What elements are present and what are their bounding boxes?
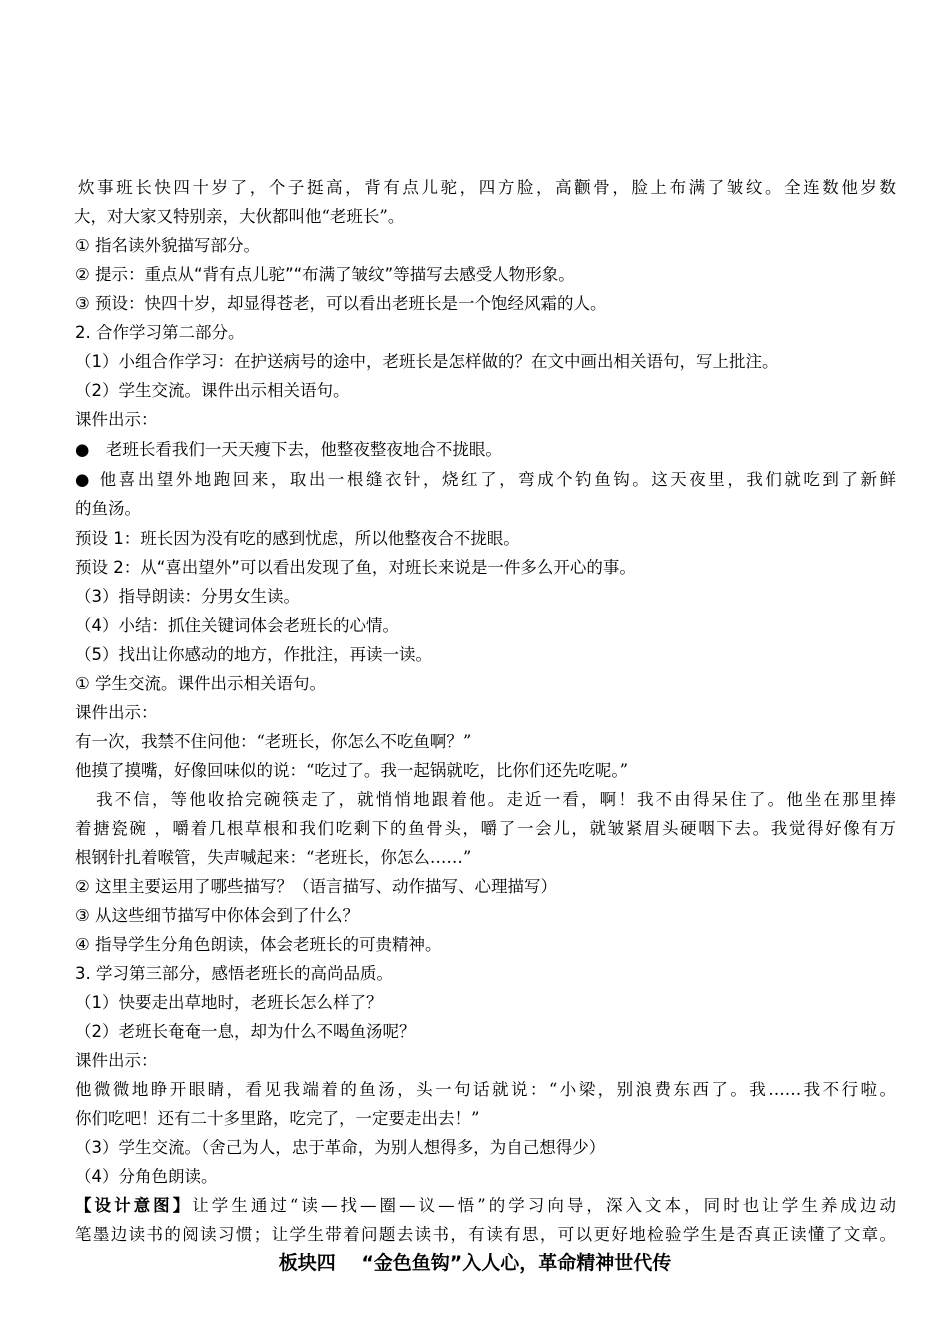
paragraph-line: ① 指名读外貌描写部分。 [75,236,261,255]
paragraph-line: 课件出示： [75,1051,158,1070]
paragraph-line: （1）快要走出草地时，老班长怎么样了？ [75,993,383,1012]
quote-line: 我不信，等他收拾完碗筷走了，就悄悄地跟着他。走近一看，啊！我不由得呆住了。他坐在那里捧 [96,790,896,809]
paragraph-line: （1）小组合作学习：在护送病号的途中，老班长是怎样做的？在文中画出相关语句，写上批注。 [75,352,779,371]
bullet-line: ● 他喜出望外地跑回来，取出一根缝衣针，烧红了，弯成个钓鱼钩。这天夜里，我们就吃到了新鲜 [75,470,896,489]
design-intent-text: 让学生通过“读—找—圈—议—悟”的学习向导，深入文本，同时也让学生养成边动 [192,1196,896,1215]
paragraph-line: （3）指导朗读：分男女生读。 [75,587,300,606]
paragraph-line: ① 学生交流。课件出示相关语句。 [75,674,327,693]
paragraph-line: 大，对大家又特别亲，大伙都叫他“老班长”。 [74,207,405,226]
quote-line: 你们吃吧！还有二十多里路，吃完了，一定要走出去！” [75,1109,480,1128]
paragraph-line: ③ 从这些细节描写中你体会到了什么？ [75,906,360,925]
quote-line: 着搪瓷碗 ，嚼着几根草根和我们吃剩下的鱼骨头，嚼了一会儿，就皱紧眉头硬咽下去。我觉得好像有万 [75,819,896,838]
paragraph-line: （4）小结：抓住关键词体会老班长的心情。 [75,616,399,635]
paragraph-line: ② 这里主要运用了哪些描写？（语言描写、动作描写、心理描写） [75,877,558,896]
design-intent-line [75,1192,896,1220]
paragraph-line: （2）老班长奄奄一息，却为什么不喝鱼汤呢？ [75,1022,416,1041]
paragraph-line: （3）学生交流。（舍己为人，忠于革命，为别人想得多，为自己想得少） [75,1138,606,1157]
design-intent-line: 笔墨边读书的阅读习惯；让学生带着问题去读书，有读有思，可以更好地检验学生是否真正读懂了文章。 [75,1225,896,1244]
quote-line: 根钢针扎着喉管，失声喊起来：“老班长，你怎么……” [75,848,472,867]
paragraph-line: 课件出示： [75,410,158,429]
paragraph-line: ④ 指导学生分角色朗读，体会老班长的可贵精神。 [75,935,442,954]
paragraph-line: 炊事班长快四十岁了，个子挺高，背有点儿驼，四方脸，高颧骨，脸上布满了皱纹。全连数他岁数 [78,178,896,197]
section-heading: 板块四 “金色鱼钩”入人心，革命精神世代传 [278,1252,672,1274]
quote-line: 他摸了摸嘴，好像回味似的说：“吃过了。我一起锅就吃，比你们还先吃呢。” [75,761,629,780]
paragraph-line: ② 提示：重点从“背有点儿驼”“布满了皱纹”等描写去感受人物形象。 [75,265,575,284]
paragraph-line: （2）学生交流。课件出示相关语句。 [75,381,350,400]
paragraph-line: 2. 合作学习第二部分。 [75,323,245,342]
paragraph-line: 预设 2：从“喜出望外”可以看出发现了鱼，对班长来说是一件多么开心的事。 [75,558,636,577]
paragraph-line: （5）找出让你感动的地方，作批注，再读一读。 [75,645,432,664]
quote-line: 有一次，我禁不住问他：“老班长，你怎么不吃鱼啊？” [75,732,472,751]
paragraph-line: 课件出示： [75,703,158,722]
paragraph-line: 的鱼汤。 [75,499,141,518]
design-intent-label: 【设计意图】 [75,1196,193,1215]
quote-line: 他微微地睁开眼睛，看见我端着的鱼汤，头一句话就说：“小梁，别浪费东西了。我……我不行啦。 [75,1080,896,1099]
paragraph-line: ③ 预设：快四十岁，却显得苍老，可以看出老班长是一个饱经风霜的人。 [75,294,607,313]
paragraph-line: 3. 学习第三部分，感悟老班长的高尚品质。 [75,964,393,983]
paragraph-line: 预设 1：班长因为没有吃的感到忧虑，所以他整夜合不拢眼。 [75,529,520,548]
bullet-line: ● 老班长看我们一天天瘦下去，他整夜整夜地合不拢眼。 [75,440,502,459]
paragraph-line: （4）分角色朗读。 [75,1167,218,1186]
